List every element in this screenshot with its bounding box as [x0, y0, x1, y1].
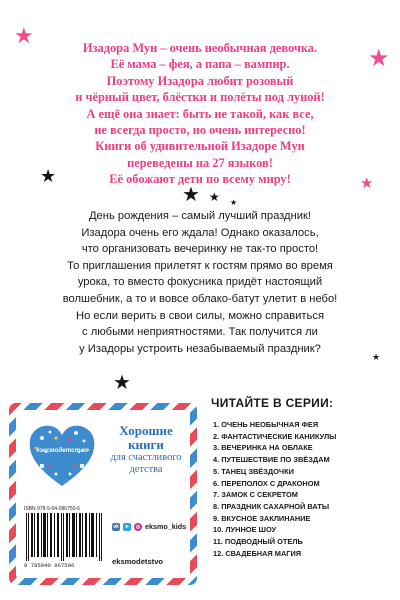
series-item: 6. ПЕРЕПОЛОХ С ДРАКОНОМ: [213, 478, 320, 488]
vk-icon: vk: [113, 523, 119, 530]
description-line: Но если верить в свои силы, можно справиться: [75, 309, 325, 322]
black-star-icon: ★: [372, 353, 381, 363]
description-line: урока, то вместо фокусника придёт настоящий: [77, 276, 323, 289]
series-item: 11. ПОДВОДНЫЙ ОТЕЛЬ: [213, 537, 303, 547]
intro-line: и чёрный цвет, блёстки и полёты под луной!: [75, 90, 325, 105]
series-item: 10. ЛУННОЕ ШОУ: [213, 525, 277, 535]
envelope-inner: [16, 410, 190, 578]
black-star-icon: ★: [209, 190, 220, 204]
series-title: ЧИТАЙТЕ В СЕРИИ:: [211, 396, 334, 410]
barcode-icon: [24, 513, 104, 561]
description-text: [40, 208, 360, 357]
hashtag-label: #эксмодетство: [36, 447, 88, 454]
description-line: Изадора очень его ждала! Однако оказалось,: [81, 226, 319, 239]
series-item: 3. ВЕЧЕРИНКА НА ОБЛАКЕ: [213, 443, 313, 453]
black-star-icon: ★: [40, 166, 57, 187]
description-line: волшебник, а то и вовсе облако-батут улетит в небо!: [62, 292, 338, 305]
intro-line: Её обожают дети по всему миру!: [109, 172, 291, 187]
series-list: [213, 419, 393, 559]
intro-line: не всегда просто, но очень интересно!: [94, 123, 306, 138]
series-item: 4. ПУТЕШЕСТВИЕ ПО ЗВЁЗДАМ: [213, 455, 330, 465]
instagram-icon: ◎: [135, 523, 141, 530]
pink-star-icon: ★: [368, 44, 390, 72]
slogan-line: для счастливого: [110, 452, 182, 463]
black-star-icon: ★: [230, 198, 238, 207]
description-line: с любыми неприятностями. Так получится ли: [82, 326, 318, 339]
series-item: 12. СВАДЕБНАЯ МАГИЯ: [213, 548, 302, 558]
series-item: 1. ОЧЕНЬ НЕОБЫЧНАЯ ФЕЯ: [213, 420, 319, 429]
intro-line: А ещё она знает: быть не такой, как все,: [86, 106, 314, 121]
intro-line: Поэтому Изадора любит розовый: [106, 73, 294, 88]
site-name: eksmodetstvo: [112, 557, 164, 566]
intro-line: Её мама – фея, а папа – вампир.: [110, 57, 290, 72]
slogan-line: Хорошие: [119, 423, 173, 438]
series-item: 5. ТАНЕЦ ЗВЁЗДОЧКИ: [213, 466, 294, 476]
series-item: 2. ФАНТАСТИЧЕСКИЕ КАНИКУЛЫ: [213, 431, 337, 441]
social-row: [112, 522, 186, 531]
isbn-text: ISBN 978-5-04-096750-6: [24, 506, 80, 512]
intro-line: Изадора Мун – очень необычная девочка.: [82, 41, 318, 55]
description-line: То приглашения прилетят к гостям прямо во время: [67, 259, 333, 272]
intro-text: [40, 40, 360, 188]
description-line: у Изадоры устроить незабываемый праздник?: [79, 342, 321, 355]
social-handle: eksmo_kids: [145, 522, 187, 531]
intro-line: Книги об удивительной Изадоре Мун: [95, 139, 305, 154]
description-line: что организовать вечеринку не так-то просто!: [81, 243, 319, 256]
pink-star-icon: ★: [360, 174, 374, 192]
heart-logo-icon: [26, 420, 98, 488]
telegram-icon: ➤: [124, 523, 130, 530]
description-line: День рождения – самый лучший праздник!: [88, 210, 312, 222]
barcode-number: 9 785040 967506: [24, 562, 75, 569]
series-item: 9. ВКУСНОЕ ЗАКЛИНАНИЕ: [213, 513, 311, 523]
series-item: 7. ЗАМОК С СЕКРЕТОМ: [213, 490, 298, 500]
slogan: [104, 424, 188, 476]
publisher-envelope-card: [9, 403, 197, 585]
slogan-line: детства: [129, 464, 163, 475]
intro-line: переведены на 27 языков!: [127, 155, 273, 170]
pink-star-icon: ★: [14, 24, 34, 49]
black-star-icon: ★: [113, 370, 131, 394]
series-item: 8. ПРАЗДНИК САХАРНОЙ ВАТЫ: [213, 501, 330, 511]
black-star-icon: ★: [182, 182, 200, 206]
slogan-line: книги: [128, 437, 164, 452]
